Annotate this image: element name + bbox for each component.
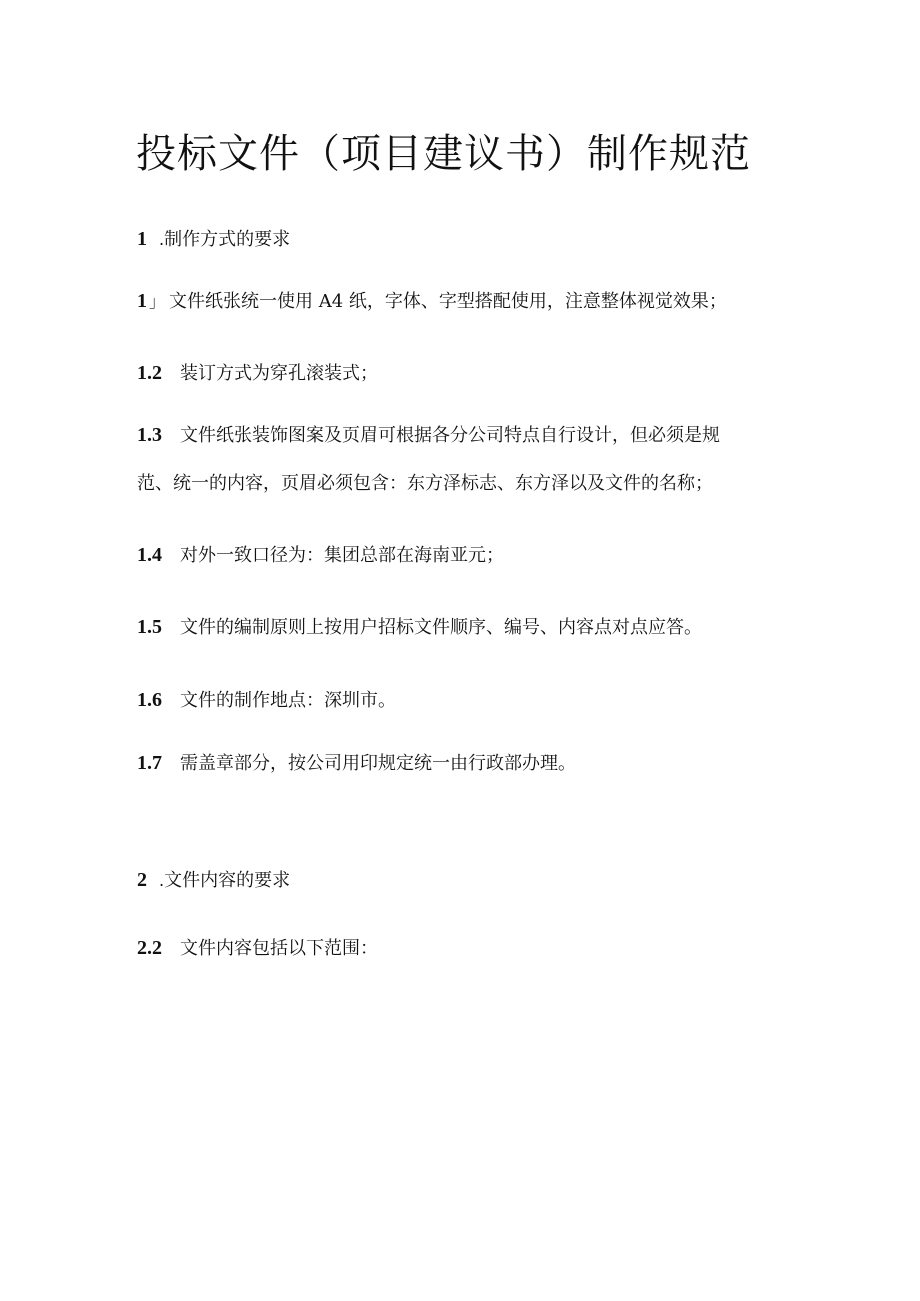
item-text-continuation: 范、统一的内容，页眉必须包含：东方泽标志、东方泽以及文件的名称； xyxy=(137,473,713,494)
item-1-2 xyxy=(137,360,378,387)
item-number: 1.4 xyxy=(137,544,162,566)
item-1-3 xyxy=(137,422,720,449)
section-1-heading xyxy=(137,226,290,253)
item-1-3-continuation xyxy=(137,471,713,497)
item-number: 1 xyxy=(137,290,147,312)
item-1-5 xyxy=(137,614,702,641)
item-number: 1.3 xyxy=(137,424,162,446)
item-number: 2.2 xyxy=(137,937,162,959)
item-number: 1.5 xyxy=(137,616,162,638)
item-1-4 xyxy=(137,542,504,569)
section-heading-text: 文件内容的要求 xyxy=(164,870,291,891)
item-1-6 xyxy=(137,687,396,714)
item-number: 1.7 xyxy=(137,752,162,774)
item-text: 文件的制作地点：深圳市。 xyxy=(180,690,396,711)
section-number: 1 xyxy=(137,228,147,250)
item-2-2 xyxy=(137,935,378,962)
section-number: 2 xyxy=(137,869,147,891)
item-text: 文件的编制原则上按用户招标文件顺序、编号、内容点对点应答。 xyxy=(180,617,702,638)
item-text: 需盖章部分，按公司用印规定统一由行政部办理。 xyxy=(180,753,576,774)
item-number: 1.6 xyxy=(137,689,162,711)
item-text: 文件内容包括以下范围： xyxy=(180,938,378,959)
item-text: 文件纸张装饰图案及页眉可根据各分公司特点自行设计，但必须是规 xyxy=(180,425,720,446)
section-separator: . xyxy=(159,871,165,890)
item-text: 装订方式为穿孔滚装式； xyxy=(180,363,378,384)
item-1-1 xyxy=(137,288,727,315)
item-text: 对外一致口径为：集团总部在海南亚元； xyxy=(180,545,504,566)
item-text: 文件纸张统一使用 A4 纸，字体、字型搭配使用，注意整体视觉效果； xyxy=(169,291,727,312)
section-separator: . xyxy=(159,230,165,249)
section-heading-text: 制作方式的要求 xyxy=(164,229,291,250)
document-title: 投标文件（项目建议书）制作规范 xyxy=(136,131,751,177)
item-number: 1.2 xyxy=(137,362,162,384)
item-1-7 xyxy=(137,750,576,777)
section-2-heading xyxy=(137,867,290,894)
item-separator: 」 xyxy=(149,292,166,311)
